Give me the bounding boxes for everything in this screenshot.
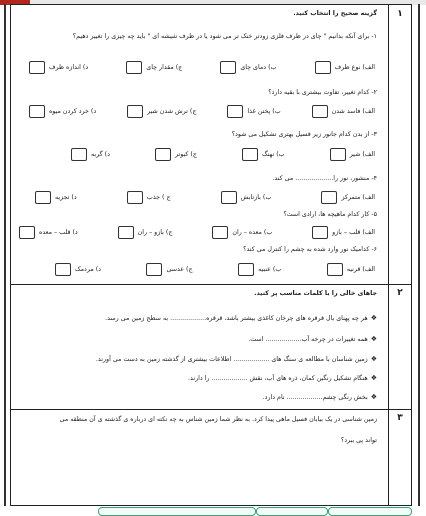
bottom-tab[interactable] [98, 507, 256, 516]
option[interactable]: ب) دمای چای [220, 61, 276, 74]
options-row [29, 105, 375, 118]
answer-checkbox[interactable] [327, 263, 343, 276]
answer-checkbox[interactable] [127, 105, 143, 118]
option[interactable]: د) مردمک [55, 263, 101, 276]
option[interactable]: ب) نهنگ [242, 148, 285, 161]
option[interactable]: ج ) جذب [127, 191, 171, 204]
question-text: ۲- کدام تغییر، تفاوت بیشتری با بقیه دارد؟ [268, 89, 377, 96]
answer-checkbox[interactable] [315, 61, 331, 74]
answer-checkbox[interactable] [55, 263, 71, 276]
answer-checkbox[interactable] [29, 105, 45, 118]
option[interactable]: الف) متمرکز [321, 191, 375, 204]
option[interactable]: الف) نوع ظرف [315, 61, 375, 74]
option[interactable]: ب) بازتابش [221, 191, 272, 204]
option[interactable]: ج) کبوتر [155, 148, 197, 161]
q1-instruction: گزینه صحیح را انتخاب کنید. [293, 10, 377, 17]
options-row [55, 263, 375, 276]
question-number: ۳ [397, 413, 403, 423]
option[interactable]: ب) عنبیه [238, 263, 281, 276]
answer-checkbox[interactable] [242, 148, 258, 161]
question-text: ۵- کار کدام ماهیچه ها، ارادی است؟ [283, 211, 377, 218]
section-divider [11, 284, 411, 285]
answer-checkbox[interactable] [330, 148, 346, 161]
option[interactable]: د) خرد کردن میوه [29, 105, 96, 118]
options-row [71, 148, 375, 161]
options-row [19, 226, 375, 239]
fill-blank-line: ❖هنگام تشکیل رنگین کمان، ذره های آب، نقش .................. را دارند. [188, 374, 377, 382]
fill-blank-line: ❖همه تغییرات در چرخه آب.................. است. [248, 335, 377, 343]
answer-checkbox[interactable] [321, 191, 337, 204]
answer-checkbox[interactable] [312, 105, 328, 118]
question-text: ۶- کدامیک نور وارد شده به چشم را کنترل می کند؟ [243, 246, 377, 253]
option[interactable]: د) اندازه ظرف [29, 61, 88, 74]
answer-checkbox[interactable] [126, 61, 142, 74]
bottom-tab[interactable] [328, 507, 412, 516]
options-row [29, 61, 375, 74]
q3-question-line: زمین شناسی در یک بیابان فسیل ماهی پیدا کرد. به نظر شما زمین شناس به چه نکته ای درباره ی گذشته ی آن منطقه می [59, 416, 377, 423]
exam-sheet [10, 4, 412, 506]
answer-checkbox[interactable] [118, 226, 134, 239]
answer-checkbox[interactable] [155, 148, 171, 161]
bottom-tab[interactable] [256, 507, 328, 516]
option[interactable]: ج) ترش شدن شیر [127, 105, 196, 118]
option[interactable]: ب) معده – ران [212, 226, 272, 239]
right-border-line [418, 4, 420, 506]
option[interactable]: د) تجزیه [35, 191, 77, 204]
answer-checkbox[interactable] [227, 105, 243, 118]
question-text: ۳- از بدن کدام جانور زیر فسیل بهتری تشکیل می شود؟ [231, 131, 377, 138]
options-row [35, 191, 375, 204]
question-text: ۴- منشور، نور را................... می کند. [272, 175, 377, 182]
option[interactable]: ج) عدسی [146, 263, 192, 276]
question-number: ۱ [397, 9, 403, 19]
option[interactable]: د) گربه [71, 148, 110, 161]
question-text: ۱- برای آنکه بدانیم " چای در ظرف فلزی زودتر خنک تر می شود یا در ظرف شیشه ای " باید چه چیزی را تغییر دهیم؟ [72, 33, 377, 40]
option[interactable]: ج) مقدار چای [126, 61, 182, 74]
answer-checkbox[interactable] [35, 191, 51, 204]
answer-checkbox[interactable] [29, 61, 45, 74]
option[interactable]: الف) شیر [330, 148, 375, 161]
fill-blank-line: ❖هر چه پهنای بال قرقره های چرخان کاغذی بیشتر باشد، قرقره.................. به سطح زمین می رسد. [105, 314, 377, 322]
fill-blank-line: ❖زمین شناسان با مطالعه ی سنگ های .................. اطلاعات بیشتری از گذشته زمین به دست می آورند. [95, 355, 377, 363]
option[interactable]: ب) پختن غذا [227, 105, 280, 118]
answer-checkbox[interactable] [220, 61, 236, 74]
option[interactable]: الف) قلب – بازو [312, 226, 375, 239]
section-divider [11, 409, 411, 410]
q2-instruction: جاهای خالی را با کلمات مناسب پر کنید. [254, 290, 377, 297]
answer-checkbox[interactable] [127, 191, 143, 204]
question-number: ۲ [397, 288, 403, 298]
answer-checkbox[interactable] [212, 226, 228, 239]
answer-checkbox[interactable] [146, 263, 162, 276]
answer-checkbox[interactable] [238, 263, 254, 276]
fill-blank-line: ❖بخش رنگی چشم.................. نام دارد. [262, 393, 377, 401]
option[interactable]: ج) بازو – ران [118, 226, 173, 239]
option[interactable]: الف) قرنیه [327, 263, 375, 276]
option[interactable]: د) قلب – معده [19, 226, 78, 239]
answer-checkbox[interactable] [71, 148, 87, 161]
answer-checkbox[interactable] [19, 226, 35, 239]
answer-checkbox[interactable] [312, 226, 328, 239]
left-border-line [4, 4, 6, 506]
question-number-column [388, 5, 411, 505]
option[interactable]: الف) فاسد شدن [312, 105, 375, 118]
answer-checkbox[interactable] [221, 191, 237, 204]
q3-question-line: تواند پی ببرد؟ [340, 437, 377, 444]
